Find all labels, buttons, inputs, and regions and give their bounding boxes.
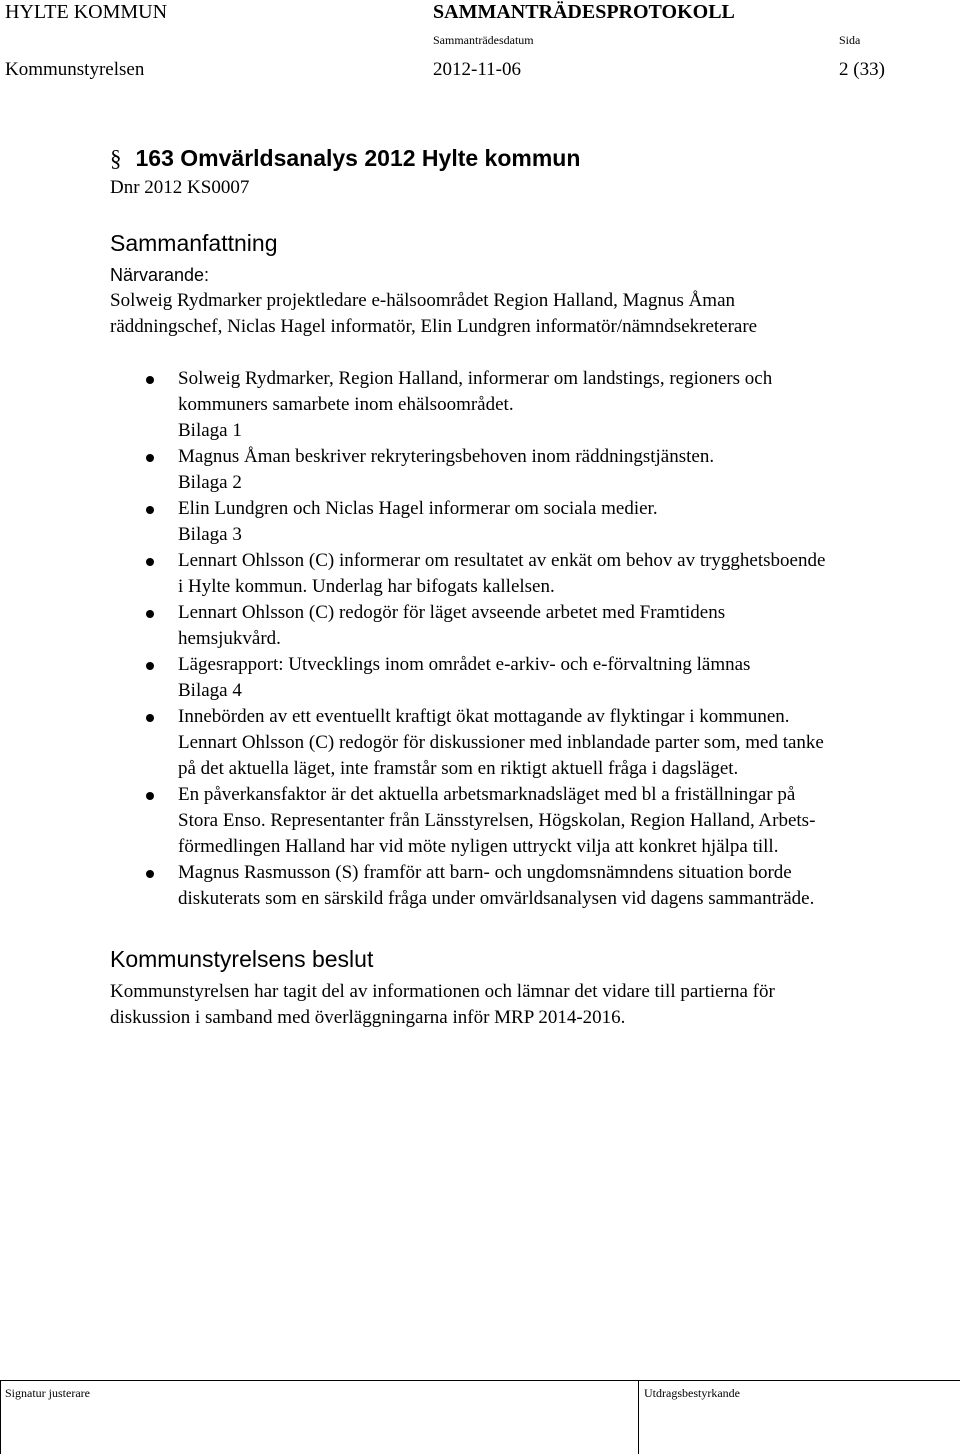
list-item-line: Magnus Rasmusson (S) framför att barn- och ungdomsnämndens situation borde [178,862,792,883]
summary-heading: Sammanfattning [110,230,278,256]
item-list [146,366,946,912]
meeting-body: Kommunstyrelsen [5,59,145,80]
list-item [146,600,946,652]
list-item-line: diskuterats som en särskild fråga under omvärldsanalysen vid dagens sammanträde. [178,888,815,909]
page-label: Sida [839,33,861,47]
list-item-line: Solweig Rydmarker, Region Halland, informerar om landstings, regioners och [178,368,773,389]
list-item [146,652,946,704]
list-item-line: Bilaga 1 [178,420,242,441]
section-title-row [110,145,580,172]
section-title: 163 Omvärldsanalys 2012 Hylte kommun [135,145,581,171]
bullet-icon [146,454,154,462]
list-item-line: Innebörden av ett eventuellt kraftigt ökat mottagande av flyktingar i kommunen. [178,706,790,727]
present-block [110,262,757,340]
list-item [146,704,946,782]
bullet-icon [146,870,154,878]
diary-number: Dnr 2012 KS0007 [110,177,250,198]
list-item-line: Lägesrapport: Utvecklings inom området e-arkiv- och e-förvaltning lämnas [178,654,751,675]
bullet-icon [146,376,154,384]
section-symbol: § [110,146,122,171]
list-item-line: Bilaga 4 [178,680,242,701]
list-item [146,860,946,912]
present-label: Närvarande: [110,265,210,285]
present-line: räddningschef, Niclas Hagel informatör, Elin Lundgren informatör/nämndsekreterare [110,316,758,337]
signature-field-label: Signatur justerare [5,1386,90,1400]
bullet-icon [146,792,154,800]
bullet-icon [146,714,154,722]
list-item-line: i Hylte kommun. Underlag har bifogats kallelsen. [178,576,555,597]
list-item-line: Bilaga 2 [178,472,242,493]
list-item-line: Magnus Åman beskriver rekryteringsbehoven inom räddningstjänsten. [178,446,715,467]
list-item-line: förmedlingen Halland har vid möte nyligen uttryckt vilja att konkret hjälpa till. [178,836,779,857]
extract-field-label: Utdragsbestyrkande [644,1386,740,1400]
decision-line: Kommunstyrelsen har tagit del av informationen och lämnar det vidare till partierna för [110,981,775,1002]
bullet-icon [146,662,154,670]
list-item-line: Bilaga 3 [178,524,242,545]
bullet-icon [146,558,154,566]
list-item-line: på det aktuella läget, inte framstår som en riktigt aktuell fråga i dagsläget. [178,758,739,779]
footer-left-border [0,1380,1,1454]
decision-text [110,979,775,1031]
bullet-icon [146,610,154,618]
list-item [146,782,946,860]
decision-heading: Kommunstyrelsens beslut [110,946,374,972]
meeting-date: 2012-11-06 [433,59,521,80]
list-item [146,444,946,496]
list-item-line: En påverkansfaktor är det aktuella arbetsmarknadsläget med bl a friställningar på [178,784,796,805]
list-item-line: Lennart Ohlsson (C) redogör för diskussioner med inblandade parter som, med tanke [178,732,824,753]
footer-column-divider [638,1380,639,1454]
list-item [146,366,946,444]
list-item [146,496,946,548]
list-item-line: hemsjukvård. [178,628,281,649]
date-label: Sammanträdesdatum [433,33,534,47]
list-item-line: Lennart Ohlsson (C) informerar om resultatet av enkät om behov av trygghetsboende [178,550,826,571]
list-item-line: Stora Enso. Representanter från Länsstyrelsen, Högskolan, Region Halland, Arbets- [178,810,816,831]
list-item-line: Lennart Ohlsson (C) redogör för läget avseende arbetet med Framtidens [178,602,726,623]
present-line: Solweig Rydmarker projektledare e-hälsoområdet Region Halland, Magnus Åman [110,290,736,311]
list-item-line: Elin Lundgren och Niclas Hagel informerar om sociala medier. [178,498,658,519]
list-item [146,548,946,600]
page-number: 2 (33) [839,59,885,80]
municipality-name: HYLTE KOMMUN [5,1,168,23]
bullet-icon [146,506,154,514]
document-type: SAMMANTRÄDESPROTOKOLL [433,1,735,23]
list-item-line: kommuners samarbete inom ehälsoområdet. [178,394,514,415]
footer-divider [0,1380,960,1381]
decision-line: diskussion i samband med överläggningarna inför MRP 2014-2016. [110,1007,626,1028]
